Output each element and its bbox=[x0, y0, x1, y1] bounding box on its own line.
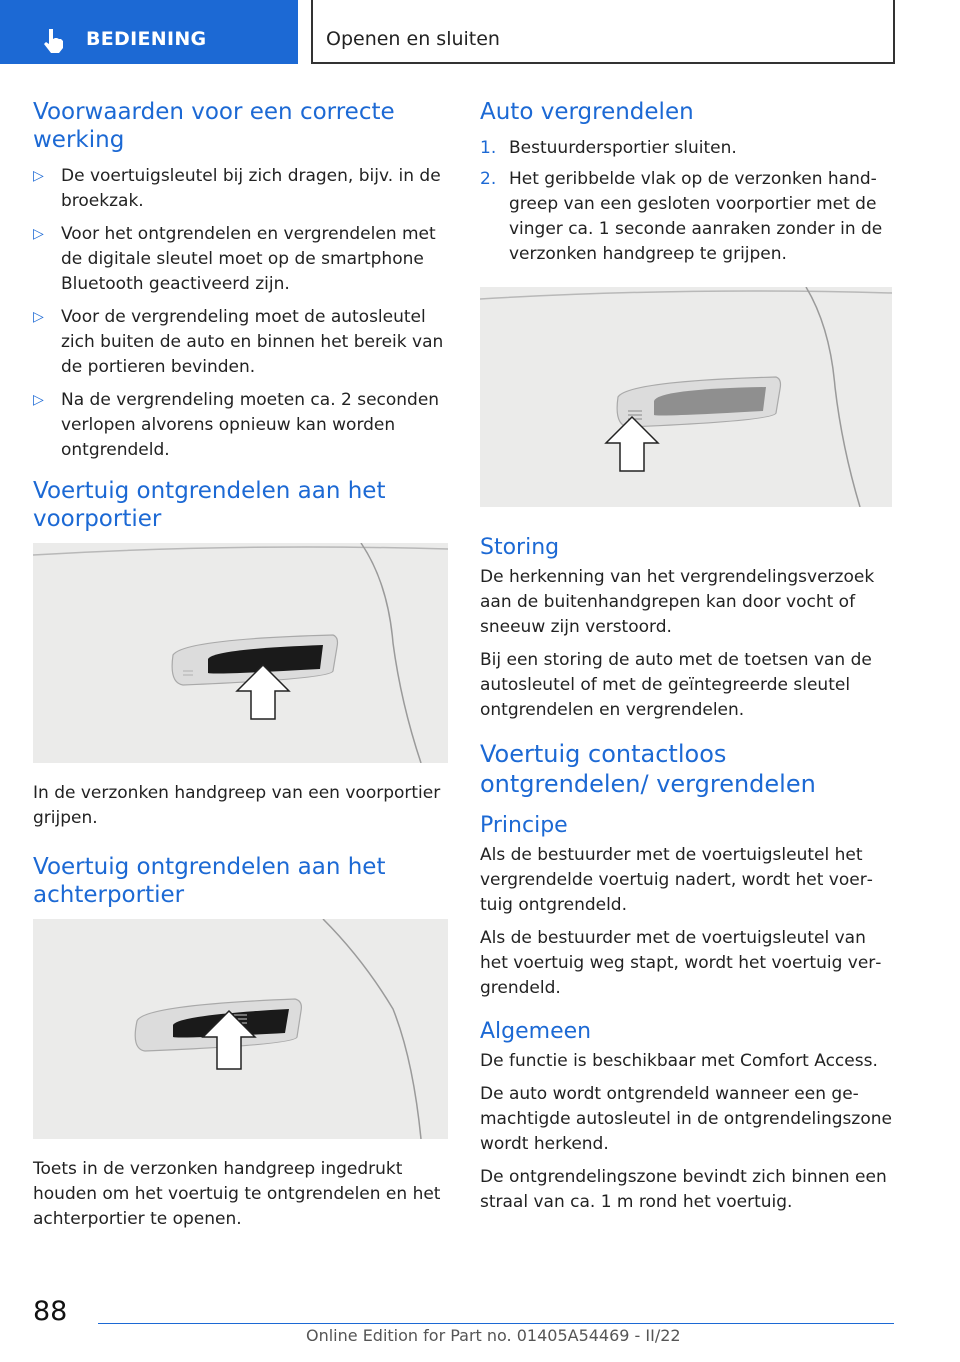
lock-handle-image bbox=[480, 287, 892, 507]
fault-text-2: Bij een storing de auto met de toetsen van de autosleutel of met de geïntegreerde sleutel ontgrendelen en vergrendelen. bbox=[480, 650, 872, 720]
list-item: ▷ Voor het ontgrendelen en vergrendelen met de digitale sleutel moet op de smartphone Bluetooth geactiveerd zijn. bbox=[33, 224, 436, 294]
triangle-bullet-icon: ▷ bbox=[33, 309, 44, 325]
front-door-text: In de verzonken handgreep van een voorportier grijpen. bbox=[33, 783, 441, 828]
general-text-3: De ontgrendelingszone bevindt zich binnen een straal van ca. 1 m rond het voertuig. bbox=[480, 1167, 887, 1212]
triangle-bullet-icon: ▷ bbox=[33, 392, 44, 408]
heading-fault: Storing bbox=[480, 535, 560, 560]
general-text-2: De auto wordt ontgrendeld wanneer een gemachtigde autosleutel in de ontgrendelingszone wordt herkend. bbox=[480, 1084, 892, 1154]
section-label: BEDIENING bbox=[86, 28, 207, 50]
list-item: ▷ De voertuigsleutel bij zich dragen, bijv. in de broekzak. bbox=[33, 166, 441, 211]
heading-unlock-rear: Voertuig ontgrendelen aan het achterportier bbox=[33, 854, 386, 908]
principle-text-1: Als de bestuurder met de voertuigsleutel het vergrendelde voertuig nadert, wordt het voertuig ontgrendeld. bbox=[480, 845, 873, 915]
heading-general: Algemeen bbox=[480, 1019, 592, 1044]
lock-steps bbox=[480, 136, 892, 267]
heading-lock-car: Auto vergrendelen bbox=[480, 99, 694, 125]
rear-door-handle-image bbox=[33, 919, 448, 1139]
list-item: 2. Het geribbelde vlak op de verzonken handgreep van een gesloten voorportier met de vinger ca. 1 seconde aanraken zonder in de verzonken handgreep te grijpen. bbox=[480, 169, 883, 264]
rear-door-text: Toets in de verzonken handgreep ingedrukt houden om het voertuig te ontgrendelen en het achterportier te openen. bbox=[33, 1159, 441, 1229]
list-item: 1. Bestuurdersportier sluiten. bbox=[480, 138, 737, 158]
general-text-1: De functie is beschikbaar met Comfort Access. bbox=[480, 1051, 878, 1071]
page-number: 88 bbox=[33, 1296, 68, 1327]
footer-edition: Online Edition for Part no. 01405A54469 - II/22 bbox=[306, 1326, 681, 1345]
conditions-list bbox=[33, 164, 449, 463]
front-door-handle-image bbox=[33, 543, 448, 763]
heading-principle: Principe bbox=[480, 813, 568, 838]
triangle-bullet-icon: ▷ bbox=[33, 226, 44, 242]
heading-contactless: Voertuig contactloos ontgrendelen/ vergrendelen bbox=[480, 740, 816, 798]
left-column bbox=[33, 98, 449, 1240]
principle-text-2: Als de bestuurder met de voertuigsleutel van het voertuig weg stapt, wordt het voertuig vergrendeld. bbox=[480, 928, 882, 998]
fault-text-1: De herkenning van het vergrendelingsverzoek aan de buitenhandgrepen kan door vocht of sneeuw zijn verstoord. bbox=[480, 567, 875, 637]
triangle-bullet-icon: ▷ bbox=[33, 168, 44, 184]
heading-conditions: Voorwaarden voor een correcte werking bbox=[33, 99, 395, 153]
footer-divider bbox=[98, 1323, 894, 1324]
list-item: ▷ Voor de vergrendeling moet de autosleutel zich buiten de auto en binnen het bereik van de portieren bevinden. bbox=[33, 307, 444, 377]
right-column bbox=[480, 98, 892, 1223]
heading-unlock-front: Voertuig ontgrendelen aan het voorportier bbox=[33, 478, 386, 532]
list-item: ▷ Na de vergrendeling moeten ca. 2 seconden verlopen alvorens opnieuw kan worden ontgrendeld. bbox=[33, 390, 440, 460]
hand-pointer-icon bbox=[40, 26, 68, 54]
page-header-title: Openen en sluiten bbox=[326, 28, 500, 50]
